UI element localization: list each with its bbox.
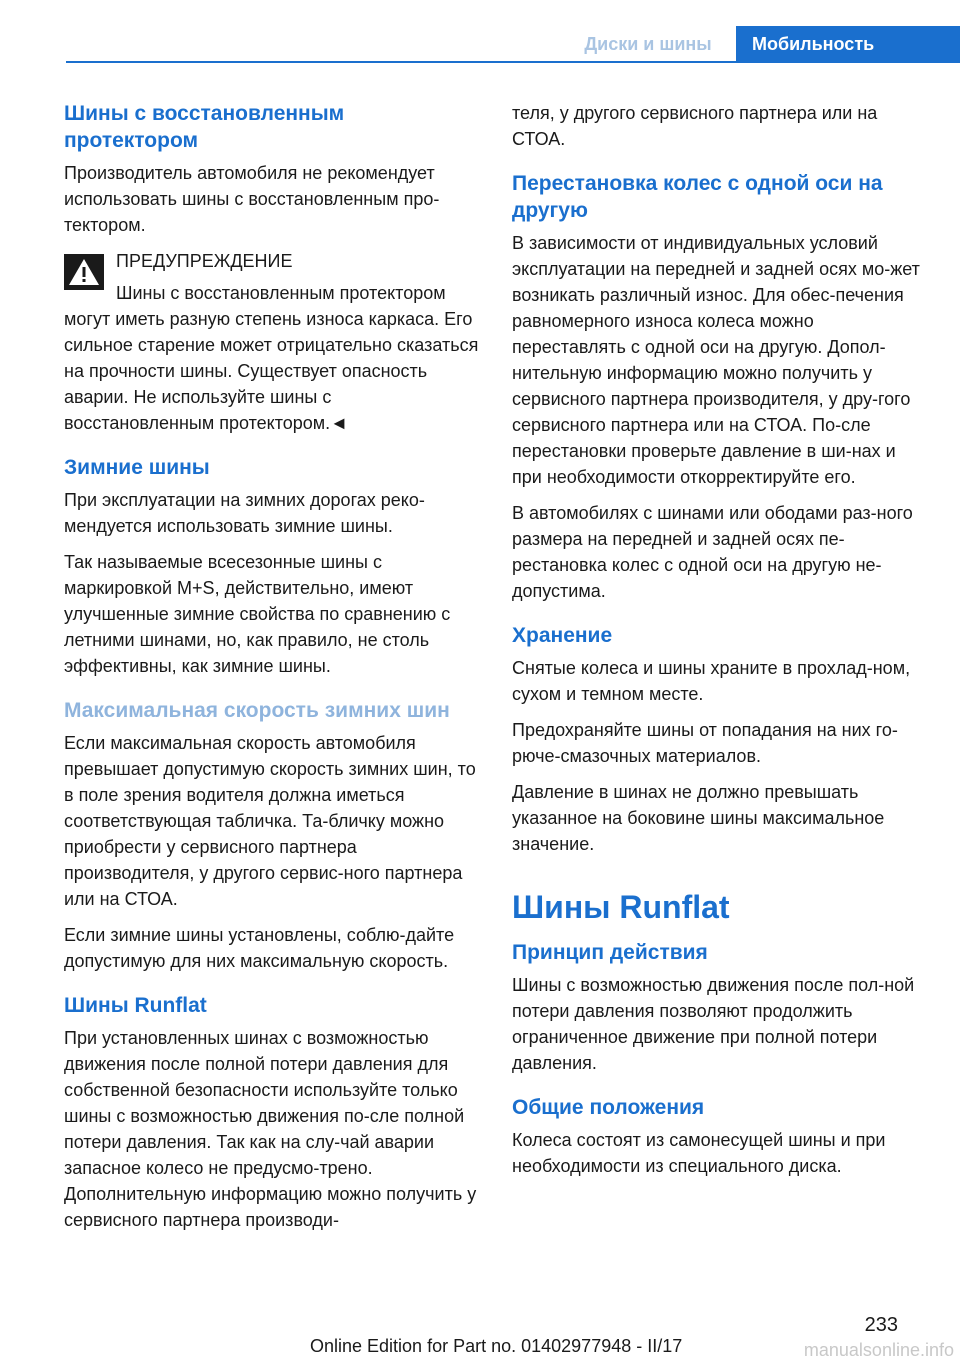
storage-paragraph-3: Давление в шинах не должно превышать указанное на боковине шины максимальное значение.: [512, 782, 885, 854]
storage-paragraph-1: Снятые колеса и шины храните в прохлад-ном, сухом и темном месте.: [512, 658, 911, 704]
maxspeed-paragraph-1: Если максимальная скорость автомобиля превышает допустимую скорость зимних шин, то в поле зрения водителя должна иметься соответствующая табличка. Та-бличку можно приобрести у сервисного партнера производителя, у другого сервис-ного партнера или на СТОА.: [64, 733, 476, 909]
page-header: [560, 26, 960, 62]
runflat-continued: теля, у другого сервисного партнера или на СТОА.: [512, 103, 878, 149]
storage-paragraph-2: Предохраняйте шины от попадания на них го-рюче-смазочных материалов.: [512, 720, 898, 766]
retread-heading: Шины с восстановленным протектором: [64, 102, 345, 152]
retread-paragraph: Производитель автомобиля не рекомендует использовать шины с восстановленным про-тектором.: [64, 163, 440, 235]
principle-paragraph: Шины с возможностью движения после пол-ной потери давления позволяют продолжить ограниченное движение при полной потери давления.: [512, 975, 915, 1073]
watermark: manualsonline.info: [803, 1340, 954, 1360]
right-column: [512, 100, 930, 1189]
warning-icon: [64, 254, 104, 290]
warning-title: ПРЕДУПРЕЖДЕНИЕ: [116, 251, 293, 271]
general-paragraph: Колеса состоят из самонесущей шины и при необходимости из специального диска.: [512, 1130, 886, 1176]
rotation-paragraph-1: В зависимости от индивидуальных условий эксплуатации на передней и задней осях мо-жет возникать различный износ. Для обес-печения равномерного износа колеса можно переставлять с одной оси на другую. Допол-нительную информацию можно получить у сервисного партнера производителя, у дру-гого сервисного партнера или на СТОА. По-сле перестановки проверьте давление в ши-нах и при необходимости откорректируйте его.: [512, 233, 920, 487]
page-number: 233: [864, 1314, 898, 1336]
maxspeed-heading: Максимальная скорость зимних шин: [64, 699, 450, 722]
chapter-label: Мобильность: [736, 26, 960, 62]
winter-paragraph-2: Так называемые всесезонные шины с маркировкой M+S, действительно, имеют улучшенные зимние свойства по сравнению с летними шинами, но, как правило, не столь эффективны, как зимние шины.: [64, 552, 451, 676]
warning-text: могут иметь разную степень износа каркаса. Его сильное старение может отрицательно сказаться на прочности шины. Существует опасность аварии. Не используйте шины с восстановленным протектором.◄: [64, 309, 479, 433]
warning-block: [64, 248, 482, 436]
principle-heading: Принцип действия: [512, 941, 708, 964]
storage-heading: Хранение: [512, 624, 613, 647]
runflat-paragraph: При установленных шинах с возможностью движения после полной потери давления для собственной безопасности используйте только шины с возможностью движения по-сле полной потери давления. Так как на слу-чай аварии запасное колесо не предусмо-трено. Дополнительную информацию можно получить у сервисного партнера производи-: [64, 1028, 477, 1230]
rotation-heading: Перестановка колес с одной оси на другую: [512, 172, 883, 222]
warning-text-first: Шины с восстановленным протектором: [116, 283, 446, 303]
runflat-heading: Шины Runflat: [64, 994, 207, 1017]
general-heading: Общие положения: [512, 1096, 705, 1119]
maxspeed-paragraph-2: Если зимние шины установлены, соблю-дайте допустимую для них максимальную скорость.: [64, 925, 455, 971]
section-label: Диски и шины: [584, 34, 712, 54]
winter-paragraph-1: При эксплуатации на зимних дорогах реко-мендуется использовать зимние шины.: [64, 490, 425, 536]
rotation-paragraph-2: В автомобилях с шинами или ободами раз-ного размера на передней и задней осях пе-рестановка колес с одной оси на другую не-допустима.: [512, 503, 913, 601]
page-footer: [0, 1314, 960, 1362]
runflat-main-heading: Шины Runflat: [512, 889, 730, 925]
edition-label: Online Edition for Part no. 01402977948 - II/17: [310, 1336, 683, 1356]
header-rule: [66, 61, 960, 63]
left-column: [64, 100, 482, 1243]
winter-heading: Зимние шины: [64, 456, 210, 479]
